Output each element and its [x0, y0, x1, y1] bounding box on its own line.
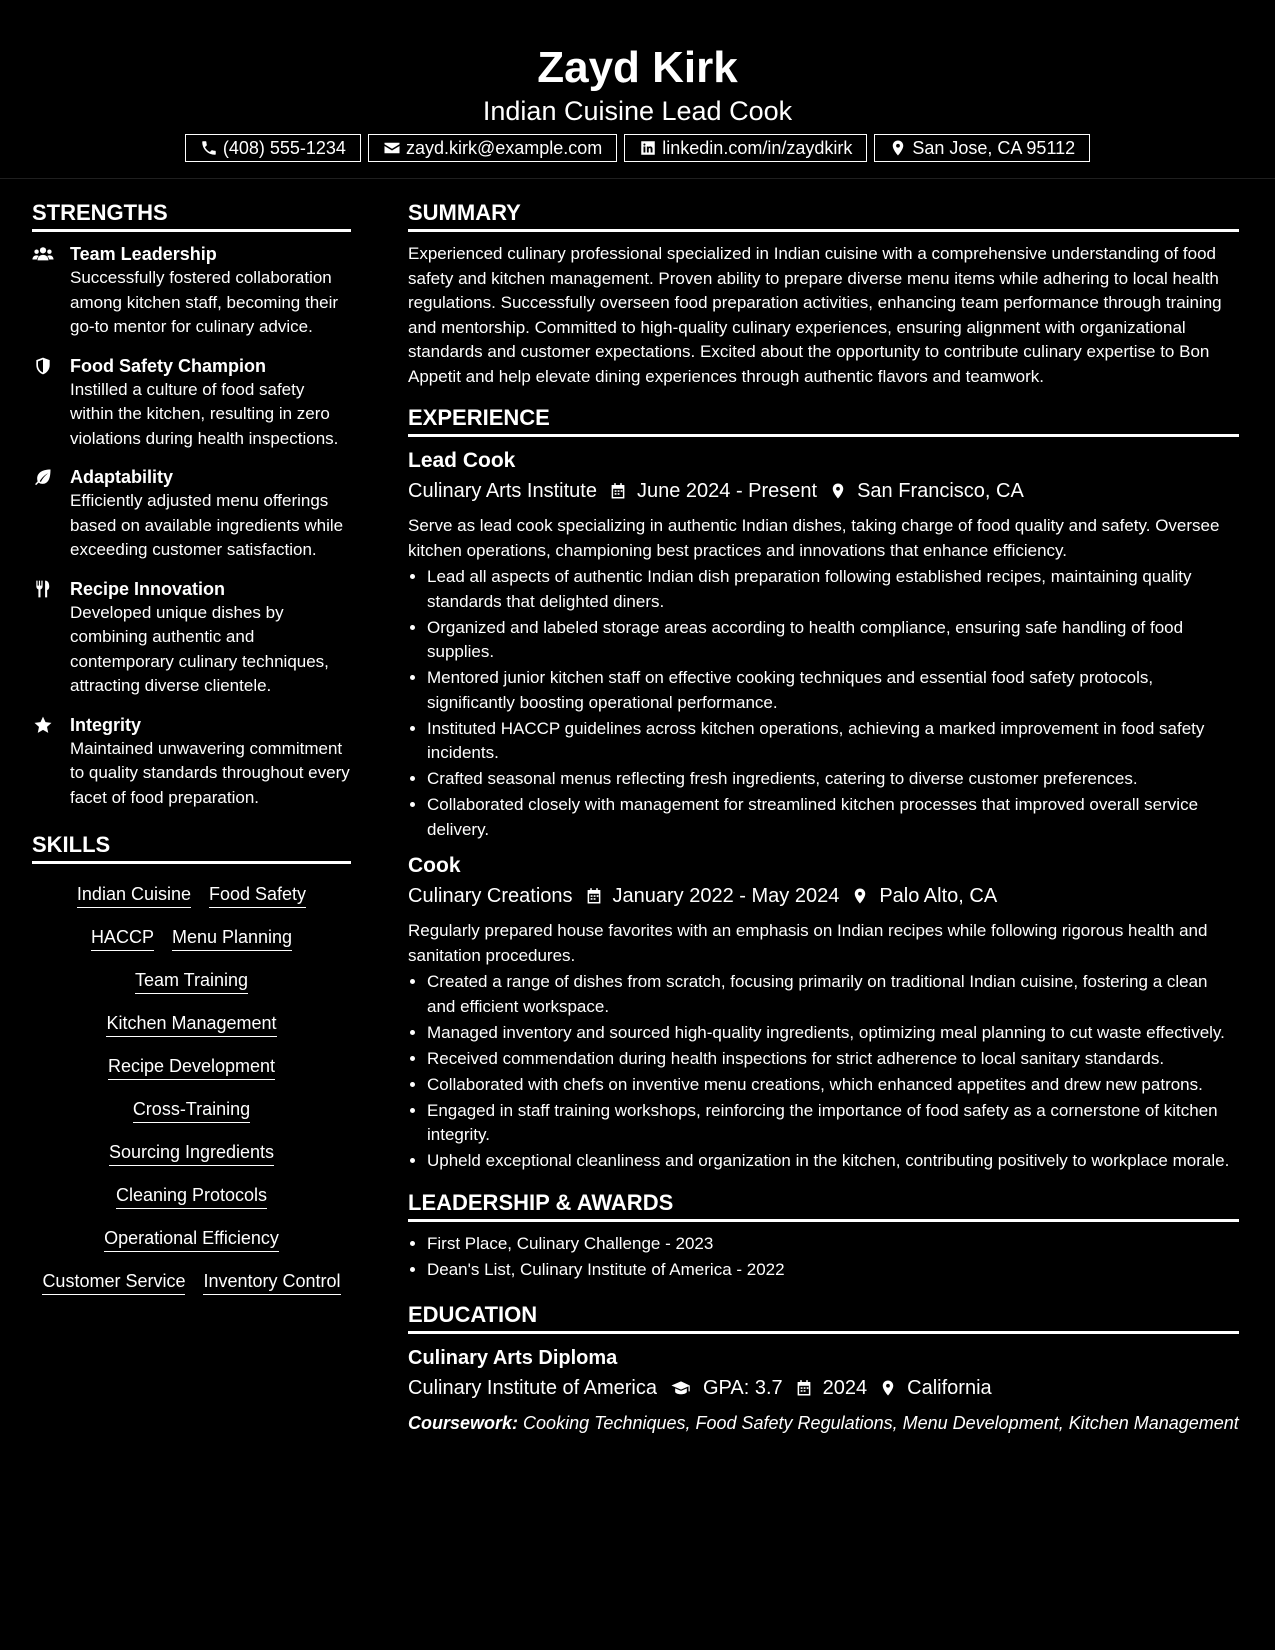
awards-title: LEADERSHIP & AWARDS [408, 1188, 1239, 1222]
job-bullets [408, 565, 1239, 842]
summary-title: SUMMARY [408, 198, 1239, 232]
coursework-list: Cooking Techniques, Food Safety Regulations, Menu Development, Kitchen Management [523, 1413, 1239, 1433]
education-entry [408, 1344, 1239, 1436]
coursework [408, 1411, 1239, 1436]
map-pin-icon [889, 139, 907, 157]
candidate-role: Indian Cuisine Lead Cook [482, 96, 793, 126]
skills-list [32, 874, 351, 1295]
skill-tag: Cross-Training [133, 1097, 250, 1123]
job-entry [408, 852, 1239, 1174]
strength-desc: Instilled a culture of food safety within the kitchen, resulting in zero violations during health inspections. [70, 379, 339, 448]
job-location: San Francisco, CA [857, 480, 1024, 502]
star-icon [32, 715, 54, 735]
list-item: • Dean's List, Culinary Institute of America - 2022 [427, 1258, 1239, 1283]
strength-desc: Maintained unwavering commitment to quality standards throughout every facet of food preparation. [70, 738, 350, 807]
skill-tag: Team Training [135, 968, 248, 994]
strength-title: Food Safety Champion [70, 355, 267, 376]
leaf-icon [32, 467, 54, 487]
graduation-cap-icon [669, 1378, 693, 1398]
resume-header [0, 0, 1275, 179]
map-pin-icon [829, 481, 847, 501]
list-item: • Organized and labeled storage areas according to health compliance, ensuring safe handling of food supplies. [427, 616, 1239, 665]
strength-title: Team Leadership [70, 244, 217, 264]
strength-desc: Efficiently adjusted menu offerings based on available ingredients while exceeding customer satisfaction. [70, 491, 344, 559]
phone-icon [200, 139, 218, 157]
contact-phone-text: (408) 555-1234 [222, 137, 346, 158]
strength-title: Integrity [70, 714, 142, 735]
list-item: • Received commendation during health inspections for strict adherence to local sanitary standards. [427, 1047, 1239, 1072]
contact-email-text: zayd.kirk@example.com [405, 137, 603, 158]
job-description: Serve as lead cook specializing in authentic Indian dishes, taking charge of food quality and safety. Oversee kitchen operations, championing best practices and innovations that enhance efficiency. [408, 516, 1220, 560]
education-title: EDUCATION [408, 1300, 1239, 1334]
school-name: Culinary Institute of America [408, 1377, 657, 1399]
skill-tag: Indian Cuisine [77, 882, 191, 908]
list-item: • Collaborated closely with management for streamlined kitchen processes that improved overall service delivery. [427, 793, 1239, 842]
list-item: • Managed inventory and sourced high-quality ingredients, optimizing meal planning to cut waste effectively. [427, 1021, 1239, 1046]
contact-location-text: San Jose, CA 95112 [912, 137, 1076, 158]
skill-tag: Food Safety [209, 882, 306, 908]
calendar-icon [609, 481, 627, 501]
skill-tag: Customer Service [42, 1269, 185, 1295]
graduation-year: 2024 [822, 1377, 868, 1399]
job-title: Lead Cook [408, 449, 516, 472]
shield-icon [32, 356, 54, 376]
contact-location [874, 134, 1090, 162]
skill-tag: Menu Planning [172, 925, 292, 951]
job-dates: June 2024 - Present [636, 480, 818, 502]
list-item: • Lead all aspects of authentic Indian dish preparation following established recipes, maintaining quality standards that delighted diners. [427, 565, 1239, 614]
strength-title: Adaptability [70, 467, 174, 487]
contact-bar [0, 134, 1275, 162]
skill-tag: Sourcing Ingredients [109, 1140, 274, 1166]
contact-email[interactable] [368, 134, 617, 162]
skills-title: SKILLS [32, 830, 351, 864]
strength-item [32, 577, 351, 699]
job-location: Palo Alto, CA [879, 885, 998, 907]
strength-item [32, 465, 351, 563]
job-meta [408, 881, 1239, 911]
candidate-name: Zayd Kirk [537, 43, 738, 92]
map-pin-icon [851, 886, 869, 906]
job-company: Culinary Creations [408, 885, 573, 907]
skill-tag: Operational Efficiency [104, 1226, 279, 1252]
list-item: • Instituted HACCP guidelines across kitchen operations, achieving a marked improvement in food safety incidents. [427, 717, 1239, 766]
strength-desc: Developed unique dishes by combining authentic and contemporary culinary techniques, attracting diverse clientele. [70, 602, 329, 695]
education-meta [408, 1373, 1239, 1403]
strength-desc: Successfully fostered collaboration among kitchen staff, becoming their go-to mentor for culinary advice. [70, 268, 339, 336]
envelope-icon [383, 139, 401, 157]
strengths-title: STRENGTHS [32, 198, 351, 232]
job-company: Culinary Arts Institute [408, 480, 597, 502]
job-entry [408, 447, 1239, 842]
job-dates: January 2022 - May 2024 [612, 885, 840, 907]
skill-tag: Inventory Control [203, 1269, 340, 1295]
utensils-icon [32, 579, 54, 599]
list-item: • Collaborated with chefs on inventive menu creations, which enhanced appetites and drew new patrons. [427, 1073, 1239, 1098]
contact-linkedin[interactable] [624, 134, 867, 162]
calendar-icon [585, 886, 603, 906]
skill-tag: Cleaning Protocols [116, 1183, 267, 1209]
job-title: Cook [408, 854, 461, 877]
contact-linkedin-text: linkedin.com/in/zaydkirk [662, 137, 853, 158]
strength-title: Recipe Innovation [70, 578, 226, 599]
list-item: • Engaged in staff training workshops, reinforcing the importance of food safety as a cornerstone of kitchen integrity. [427, 1099, 1239, 1148]
summary-text: Experienced culinary professional specialized in Indian cuisine with a comprehensive understanding of food safety and kitchen management. Proven ability to prepare diverse menu items while adhering to local health regulations. Successfully overseen food preparation activities, enhancing team performance through training and mentorship. Committed to high-quality culinary experiences, ensuring alignment with organizational standards and customer expectations. Excited about the opportunity to contribute culinary expertise to Bon Appetit and help elevate dining experiences through authentic flavors and teamwork. [408, 244, 1222, 386]
experience-title: EXPERIENCE [408, 403, 1239, 437]
skill-tag: HACCP [91, 925, 154, 951]
awards-list [408, 1232, 1239, 1283]
education-location: California [907, 1377, 992, 1399]
list-item: • Upheld exceptional cleanliness and organization in the kitchen, contributing positively to workplace morale. [427, 1149, 1239, 1174]
job-meta [408, 476, 1239, 506]
skill-tag: Kitchen Management [106, 1011, 276, 1037]
coursework-label: Coursework: [408, 1413, 519, 1433]
job-bullets [408, 970, 1239, 1174]
strength-item [32, 242, 351, 340]
list-item: • Crafted seasonal menus reflecting fresh ingredients, catering to diverse customer preferences. [427, 767, 1239, 792]
strength-item [32, 713, 351, 811]
calendar-icon [795, 1378, 813, 1398]
right-column [408, 198, 1239, 1436]
left-column [32, 198, 351, 1295]
degree-title: Culinary Arts Diploma [408, 1347, 618, 1369]
gpa: GPA: 3.7 [703, 1377, 783, 1399]
contact-phone[interactable] [185, 134, 361, 162]
list-item: • Created a range of dishes from scratch, focusing primarily on traditional Indian cuisine, fostering a clean and efficient workspace. [427, 970, 1239, 1019]
job-description: Regularly prepared house favorites with an emphasis on Indian recipes while following rigorous health and sanitation procedures. [408, 921, 1208, 965]
strength-item [32, 354, 351, 452]
map-pin-icon [879, 1378, 897, 1398]
skill-tag: Recipe Development [108, 1054, 275, 1080]
list-item: • Mentored junior kitchen staff on effective cooking techniques and essential food safety protocols, significantly boosting operational performance. [427, 666, 1239, 715]
list-item: • First Place, Culinary Challenge - 2023 [427, 1232, 1239, 1257]
users-icon [32, 244, 54, 264]
linkedin-icon [639, 139, 657, 157]
